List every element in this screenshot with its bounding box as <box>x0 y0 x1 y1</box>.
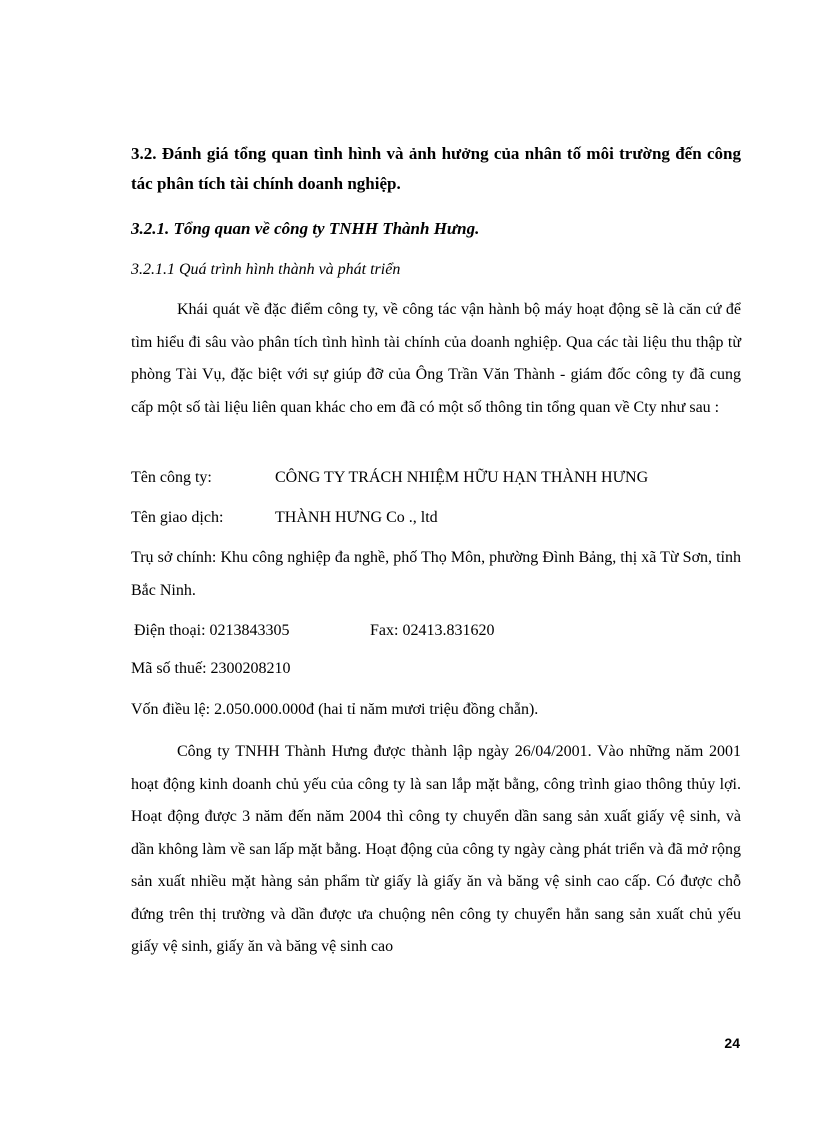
page-number: 24 <box>724 1035 740 1051</box>
trade-name-value: THÀNH HƯNG Co ., ltd <box>275 509 438 526</box>
subsection-heading: 3.2.1. Tổng quan về công ty TNHH Thành Hưng. <box>131 219 480 238</box>
company-name-row <box>131 465 741 491</box>
section-heading: 3.2. Đánh giá tổng quan tình hình và ảnh hưởng của nhân tố môi trường đến công tác phân tích tài chính doanh nghiệp. <box>131 144 741 193</box>
tax-code: Mã số thuế: 2300208210 <box>131 660 291 677</box>
charter-capital: Vốn điều lệ: 2.050.000.000đ (hai tỉ năm mươi triệu đồng chẵn). <box>131 701 539 718</box>
headquarters-text: Trụ sở chính: Khu công nghiệp đa nghề, phố Thọ Môn, phường Đình Bảng, thị xã Từ Sơn, tỉnh Bắc Ninh. <box>131 549 741 599</box>
trade-name-row <box>131 505 741 531</box>
trade-name-label: Tên giao dịch: <box>131 509 224 526</box>
fax-number: Fax: 02413.831620 <box>370 622 495 639</box>
intro-paragraph: Khái quát về đặc điểm công ty, về công tác vận hành bộ máy hoạt động sẽ là căn cứ để tìm hiểu đi sâu vào phân tích tình hình tài chính của doanh nghiệp. Qua các tài liệu thu thập từ phòng Tài Vụ, đặc biệt với sự giúp đỡ của Ông Trần Văn Thành - giám đốc công ty đã cung cấp một số tài liệu liên quan khác cho em đã có một số thông tin tổng quan về Cty như sau : <box>131 301 741 416</box>
company-name-value: CÔNG TY TRÁCH NHIỆM HỮU HẠN THÀNH HƯNG <box>275 469 649 486</box>
contact-row <box>131 618 741 644</box>
company-name-label: Tên công ty: <box>131 469 212 486</box>
subsubsection-heading: 3.2.1.1 Quá trình hình thành và phát triển <box>131 261 401 278</box>
phone-number: Điện thoại: 0213843305 <box>134 622 290 639</box>
history-paragraph: Công ty TNHH Thành Hưng được thành lập ngày 26/04/2001. Vào những năm 2001 hoạt động kinh doanh chủ yếu của công ty là san lắp mặt bằng, công trình giao thông thủy lợi. Hoạt động được 3 năm đến năm 2004 thì công ty chuyển dần sang sản xuất giấy vệ sinh, và dần không làm về san lấp mặt bằng. Hoạt động của công ty ngày càng phát triển và đã mở rộng sản xuất nhiều mặt hàng sản phẩm từ giấy là giấy ăn và băng vệ sinh cao cấp. Có được chỗ đứng trên thị trường và dần được ưa chuộng nên công ty chuyển hẳn sang sản xuất chủ yếu giấy vệ sinh, giấy ăn và băng vệ sinh cao <box>131 743 741 955</box>
